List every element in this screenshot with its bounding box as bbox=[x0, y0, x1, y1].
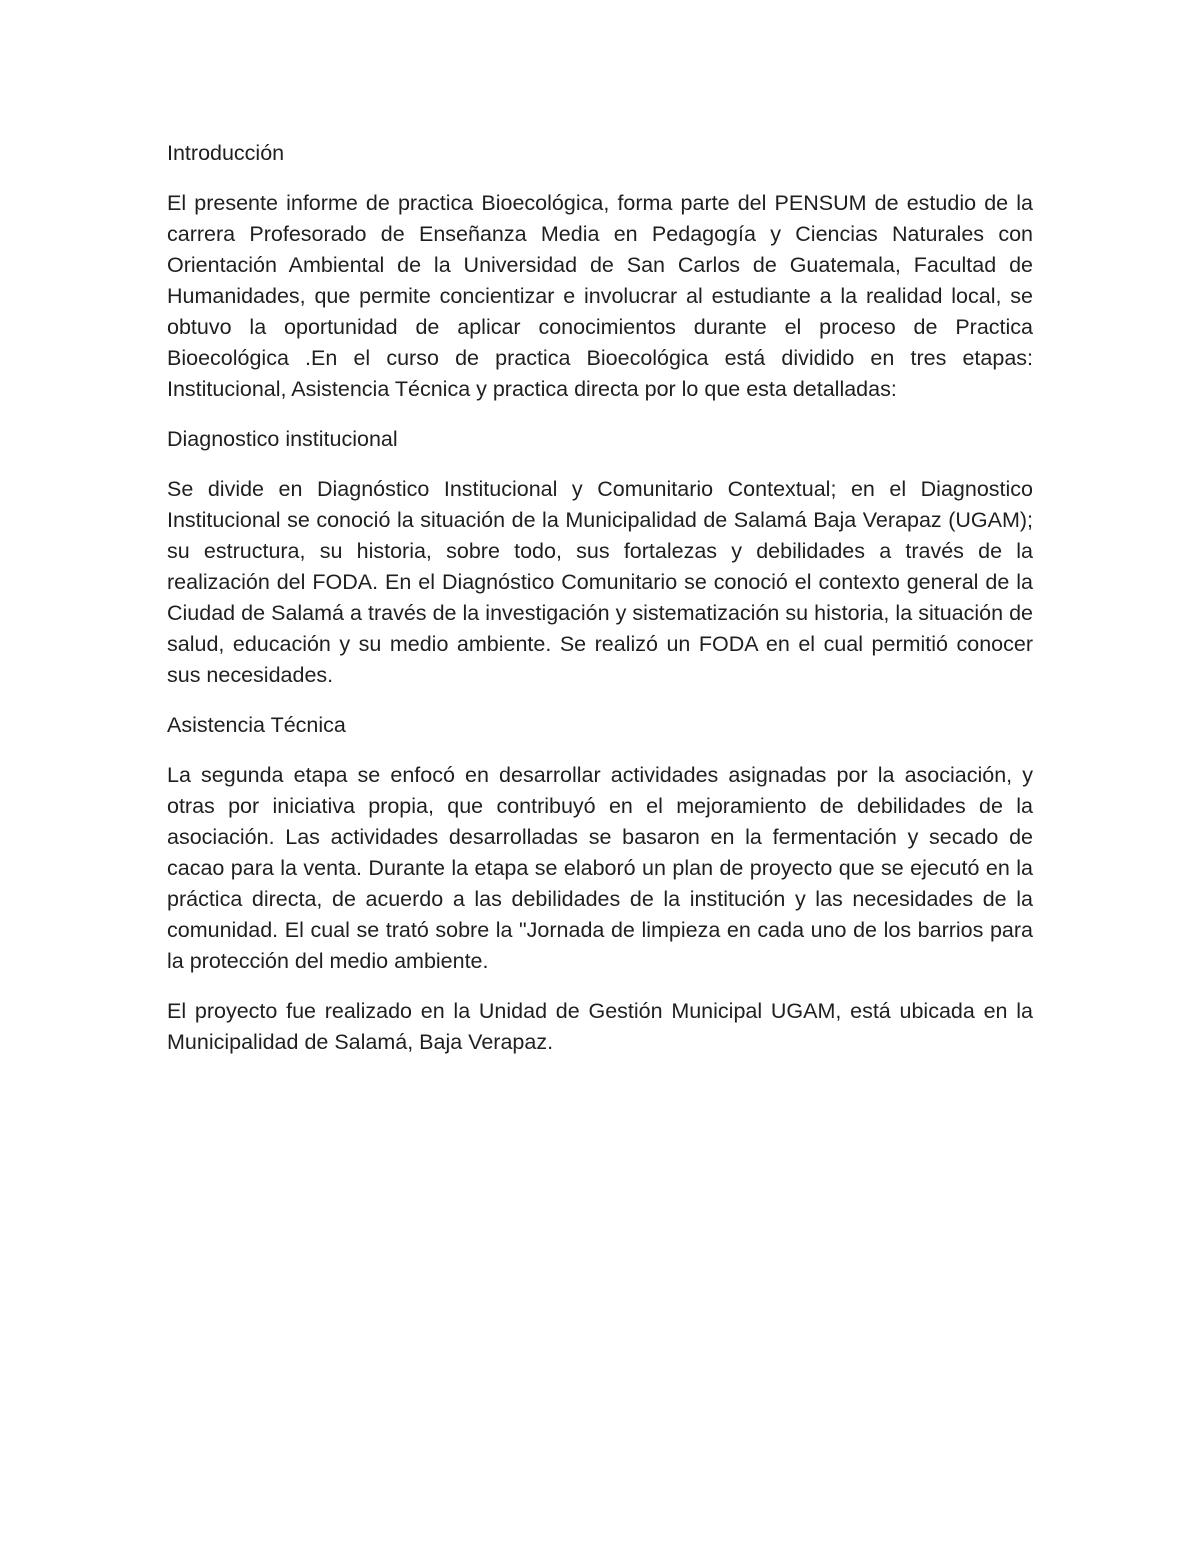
heading-diagnostico-institucional: Diagnostico institucional bbox=[167, 427, 398, 451]
paragraph-introduccion: El presente informe de practica Bioecológica, forma parte del PENSUM de estudio de la carrera Profesorado de Enseñanza Media en Pedagogía y Ciencias Naturales con Orientación Ambiental de la Universidad de San Carlos de Guatemala, Facultad de Humanidades, que permite concientizar e involucrar al estudiante a la realidad local, se obtuvo la oportunidad de aplicar conocimientos durante el proceso de Practica Bioecológica .En el curso de practica Bioecológica está dividido en tres etapas: Institucional, Asistencia Técnica y practica directa por lo que esta detalladas: bbox=[167, 191, 1033, 401]
heading-asistencia-tecnica: Asistencia Técnica bbox=[167, 713, 346, 737]
heading-introduccion: Introducción bbox=[167, 141, 285, 165]
paragraph-diagnostico-institucional: Se divide en Diagnóstico Institucional y Comunitario Contextual; en el Diagnostico Institucional se conoció la situación de la Municipalidad de Salamá Baja Verapaz (UGAM); su estructura, su historia, sobre todo, sus fortalezas y debilidades a través de la realización del FODA. En el Diagnóstico Comunitario se conoció el contexto general de la Ciudad de Salamá a través de la investigación y sistematización su historia, la situación de salud, educación y su medio ambiente. Se realizó un FODA en el cual permitió conocer sus necesidades. bbox=[167, 477, 1033, 687]
paragraph-closing: El proyecto fue realizado en la Unidad de Gestión Municipal UGAM, está ubicada en la Municipalidad de Salamá, Baja Verapaz. bbox=[167, 999, 1033, 1054]
document-body bbox=[167, 138, 1033, 1077]
paragraph-asistencia-tecnica: La segunda etapa se enfocó en desarrollar actividades asignadas por la asociación, y otras por iniciativa propia, que contribuyó en el mejoramiento de debilidades de la asociación. Las actividades desarrolladas se basaron en la fermentación y secado de cacao para la venta. Durante la etapa se elaboró un plan de proyecto que se ejecutó en la práctica directa, de acuerdo a las debilidades de la institución y las necesidades de la comunidad. El cual se trató sobre la "Jornada de limpieza en cada uno de los barrios para la protección del medio ambiente. bbox=[167, 763, 1033, 973]
